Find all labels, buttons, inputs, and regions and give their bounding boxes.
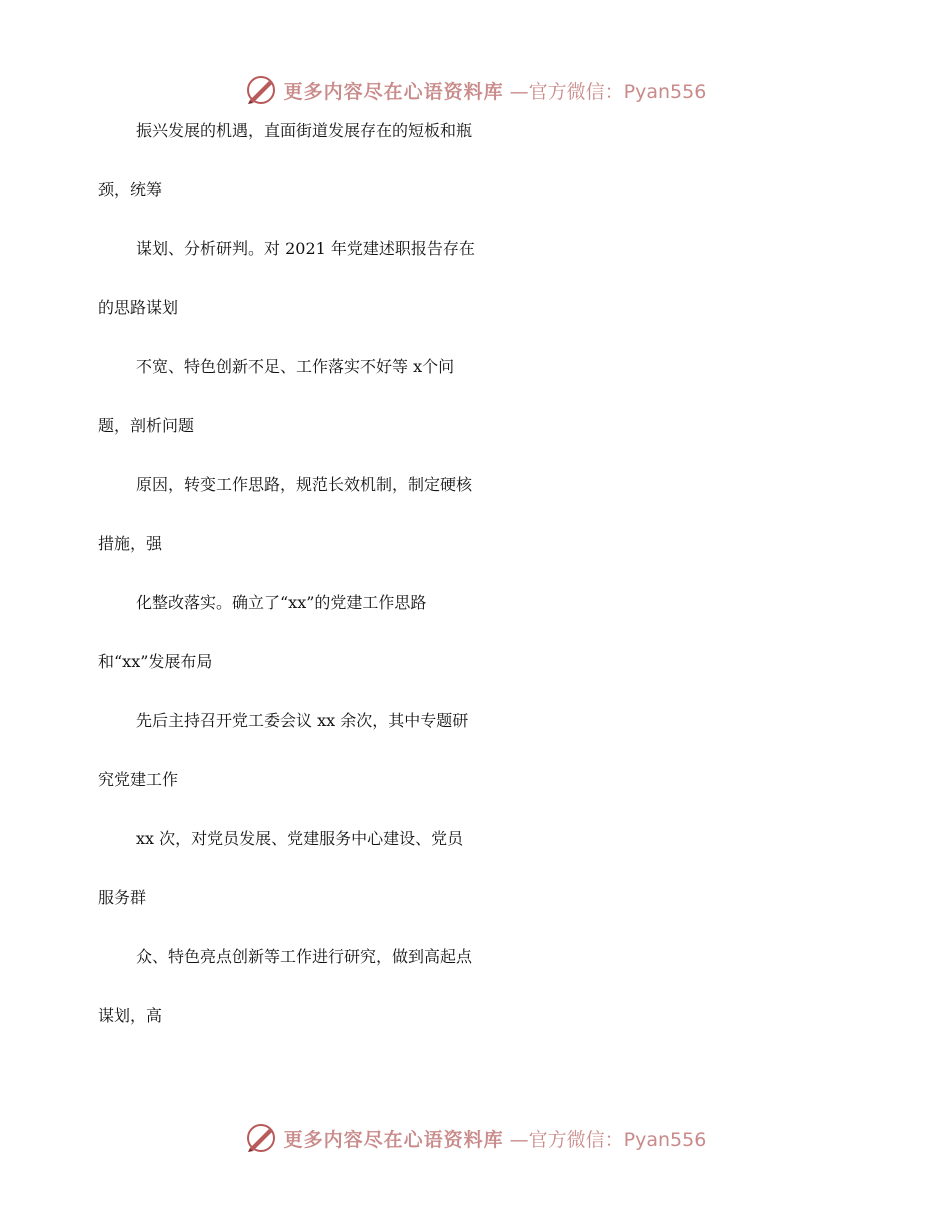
footer-contact-text: —官方微信：Pyan556	[509, 1128, 707, 1151]
paragraph-line: 措施，强	[98, 534, 163, 553]
paragraph-line: 和“xx”发展布局	[98, 652, 213, 671]
paragraph-line: 的思路谋划	[98, 298, 179, 317]
paragraph-line: 众、特色亮点创新等工作进行研究，做到高起点	[136, 947, 473, 966]
pen-logo-icon	[244, 1121, 278, 1155]
paragraph-line: 先后主持召开党工委会议 xx 余次，其中专题研	[136, 711, 469, 730]
pen-logo-icon	[244, 73, 278, 107]
paragraph-line: 不宽、特色创新不足、工作落实不好等 x个问	[136, 357, 455, 376]
paragraph-line: 服务群	[98, 888, 147, 907]
paragraph-line: 原因，转变工作思路，规范长效机制，制定硬核	[136, 475, 473, 494]
paragraph-line: 谋划、分析研判。对 2021 年党建述职报告存在	[136, 239, 475, 258]
footer-banner	[0, 1118, 950, 1158]
paragraph-line: xx 次，对党员发展、党建服务中心建设、党员	[136, 829, 464, 848]
paragraph	[98, 590, 858, 708]
header-brand-text: 更多内容尽在心语资料库	[283, 80, 504, 103]
paragraph	[98, 944, 858, 1062]
paragraph-line: 颈，统筹	[98, 180, 163, 199]
paragraph	[98, 472, 858, 590]
header-banner	[0, 70, 950, 110]
paragraph-line: 振兴发展的机遇，直面街道发展存在的短板和瓶	[136, 121, 473, 140]
paragraph-line: 究党建工作	[98, 770, 179, 789]
paragraph	[98, 118, 858, 236]
paragraph	[98, 354, 858, 472]
header-contact-text: —官方微信：Pyan556	[509, 80, 707, 103]
document-body	[98, 118, 858, 1062]
paragraph	[98, 708, 858, 826]
paragraph-line: 谋划，高	[98, 1006, 163, 1025]
paragraph	[98, 826, 858, 944]
paragraph-line: 化整改落实。确立了“xx”的党建工作思路	[136, 593, 427, 612]
paragraph	[98, 236, 858, 354]
footer-brand-text: 更多内容尽在心语资料库	[283, 1128, 504, 1151]
paragraph-line: 题，剖析问题	[98, 416, 195, 435]
